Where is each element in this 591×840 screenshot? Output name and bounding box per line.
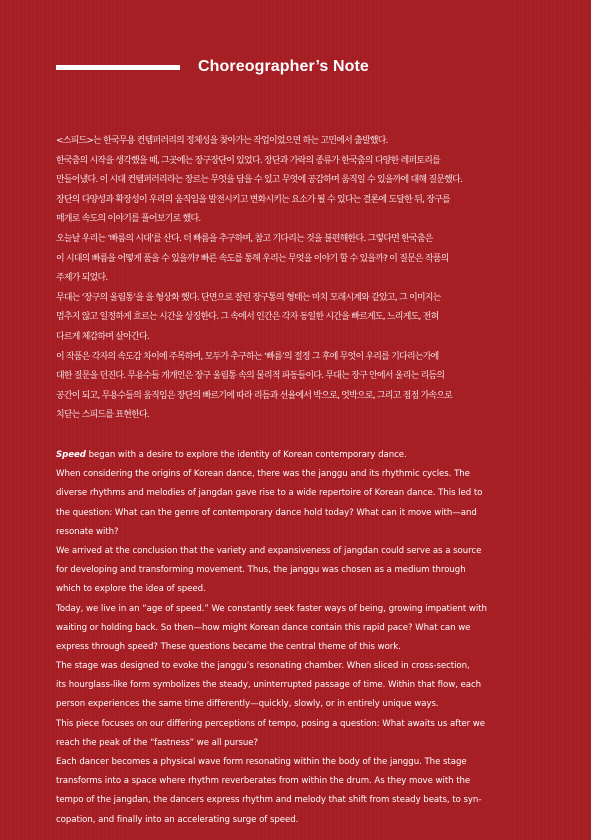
korean-line: 대한 질문을 던진다. 무용수들 개개인은 장구 울림통 속의 물리적 파동들이다. 무대는 장구 안에서 울리는 리듬의 [56, 371, 445, 382]
korean-line: 장단의 다양성과 확장성이 우리의 움직임을 발전시키고 변화시키는 요소가 될 수 있다는 결론에 도달한 뒤, 장구를 [56, 194, 450, 205]
english-line: tempo of the jangdan, the dancers express rhythm and melody that shift from steady beats, to syn- [56, 795, 482, 806]
english-line: waiting or holding back. So then—how might Korean dance contain this rapid pace? What can we [56, 622, 471, 633]
english-line: the question: What can the genre of contemporary dance hold today? What can it move with—and [56, 507, 477, 518]
english-line: person experiences the same time differently—quickly, slowly, or in entirely unique ways. [56, 699, 439, 710]
korean-line: 오늘날 우리는 ‘빠름의 시대’를 산다. 더 빠름을 추구하며, 참고 기다리는 것을 불편해한다. 그렇다면 한국춤은 [56, 233, 433, 244]
speed-lead-word: Speed [56, 450, 86, 460]
english-first-line [56, 446, 535, 465]
korean-line: 주제가 되었다. [56, 273, 108, 284]
english-line: its hourglass-like form symbolizes the steady, uninterrupted passage of time. Within that flow, each [56, 680, 482, 691]
korean-line: 치닫는 스피드를 표현한다. [56, 410, 149, 421]
korean-note [56, 132, 535, 426]
korean-line: 이 시대의 빠름을 어떻게 품을 수 있을까? 빠른 속도를 통해 우리는 무엇을 이야기 할 수 있을까? 이 질문은 작품의 [56, 253, 449, 264]
korean-line: 매개로 속도의 이야기를 풀어보기로 했다. [56, 214, 201, 225]
english-line: diverse rhythms and melodies of jangdan gave rise to a wide repertoire of Korean dance. This led to [56, 488, 483, 499]
korean-line: 이 작품은 각자의 속도감 차이에 주목하며, 모두가 추구하는 ‘빠름’의 절정 그 후에 무엇이 우리를 기다리는가에 [56, 351, 439, 362]
english-line: which to explore the idea of speed. [56, 584, 206, 595]
title-rule [56, 65, 180, 70]
english-line: express through speed? These questions became the central theme of this work. [56, 641, 401, 652]
english-line: When considering the origins of Korean dance, there was the janggu and its rhythmic cycles. The [56, 469, 470, 480]
english-line: Today, we live in an “age of speed.” We constantly seek faster ways of being, growing impatient with [56, 603, 487, 614]
english-line: resonate with? [56, 526, 119, 537]
page-title: Choreographer’s Note [198, 58, 369, 75]
english-line: This piece focuses on our differing perceptions of tempo, posing a question: What awaits us after we [56, 718, 486, 729]
english-line: for developing and transforming movement. Thus, the janggu was chosen as a medium through [56, 565, 466, 576]
english-note [56, 446, 535, 830]
english-line: copation, and finally into an accelerating surge of speed. [56, 814, 299, 825]
english-line: reach the peak of the “fastness” we all pursue? [56, 737, 259, 748]
english-line: We arrived at the conclusion that the variety and expansiveness of jangdan could serve as a source [56, 545, 482, 556]
korean-line: 다르게 체감하며 살아간다. [56, 331, 149, 342]
english-line: Each dancer becomes a physical wave form resonating within the body of the janggu. The stage [56, 757, 467, 767]
english-first-line-rest: began with a desire to explore the identity of Korean contemporary dance. [85, 450, 407, 460]
english-line: The stage was designed to evoke the janggu’s resonating chamber. When sliced in cross-section, [56, 661, 470, 672]
korean-line: 한국춤의 시작을 생각했을 때, 그곳에는 장구장단이 있었다. 장단과 가락의 종류가 한국춤의 다양한 레퍼토리를 [56, 155, 440, 166]
korean-line: 무대는 ‘장구의 울림통’을 을 형상화 했다. 단면으로 잘린 장구통의 형태는 마치 모래시계와 같았고, 그 이미지는 [56, 292, 441, 303]
korean-line: 만들어냈다. 이 시대 컨템퍼러리라는 장르는 무엇을 담을 수 있고 무엇에 공감하며 움직일 수 있을까에 대해 질문했다. [56, 175, 463, 186]
english-line: transforms into a space where rhythm reverberates from within the drum. As they move with the [56, 776, 471, 787]
korean-line: <스피드>는 한국무용 컨템퍼러리의 정체성을 찾아가는 작업이었으면 하는 고민에서 출발했다. [56, 136, 388, 146]
korean-line: 멈추지 않고 일정하게 흐르는 시간을 상징한다. 그 속에서 인간은 각자 동일한 시간을 빠르게도, 느리게도, 전혀 [56, 312, 439, 323]
korean-line: 공간이 되고, 무용수들의 움직임은 장단의 빠르기에 따라 리듬과 선율에서 박으로, 엇박으로, 그리고 점점 가속으로 [56, 390, 453, 401]
